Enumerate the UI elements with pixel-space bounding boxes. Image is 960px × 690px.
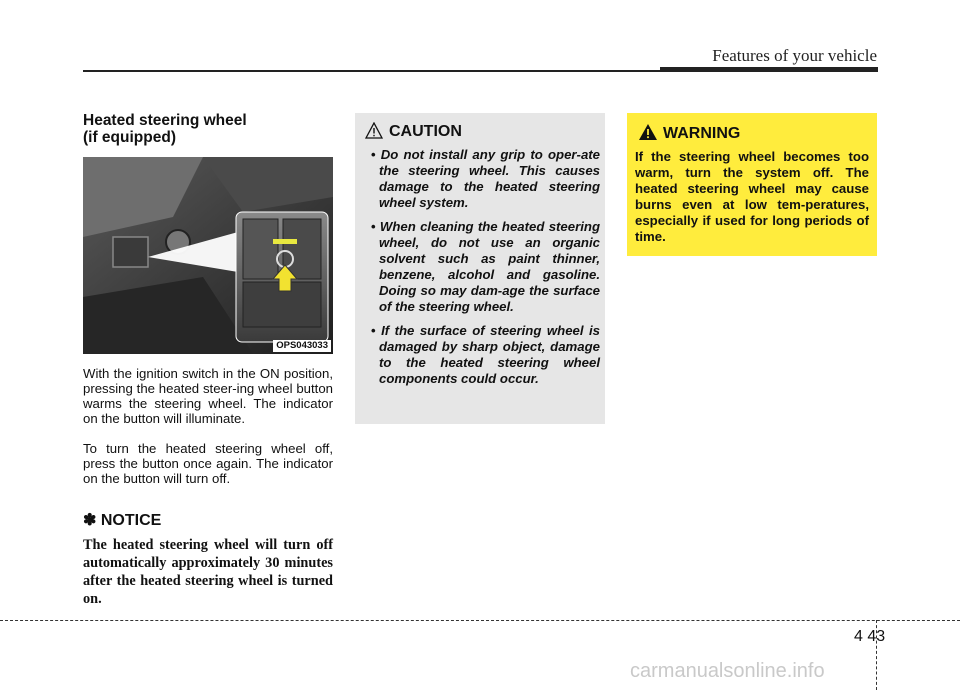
caution-list — [365, 147, 600, 395]
footer-divider — [0, 620, 960, 621]
header-title: Features of your vehicle — [712, 46, 877, 65]
caution-box — [355, 113, 605, 424]
caution-title: CAUTION — [389, 123, 462, 140]
paragraph-2: To turn the heated steering wheel off, press the button once again. The indicator on the button will turn off. — [83, 441, 333, 486]
watermark: carmanualsonline.info — [630, 660, 825, 682]
section-title: Heated steering wheel (if equipped) — [83, 112, 247, 146]
header-rule-accent — [660, 67, 878, 72]
warning-triangle-icon — [638, 123, 658, 141]
warning-box — [627, 113, 877, 256]
caution-item: • If the surface of steering wheel is damaged by sharp object, damage to the heated steering wheel components could occur. — [365, 323, 600, 387]
notice-title: ✽ NOTICE — [83, 512, 162, 529]
photo-caption: OPS043033 — [273, 340, 331, 352]
warning-text: If the steering wheel becomes too warm, turn the system off. The heated steering wheel may cause burns even at low tem-peratures, especially if used for long periods of time. — [635, 149, 869, 244]
steering-button-photo — [83, 157, 333, 354]
section-heading — [83, 112, 333, 146]
caution-item: • Do not install any grip to oper-ate the steering wheel. This causes damage to the heated steering wheel system. — [365, 147, 600, 211]
caution-item: • When cleaning the heated steering wheel, do not use an organic solvent such as paint thinner, benzene, alcohol and gasoline. Doing so may dam-age the surface of the steering wheel. — [365, 219, 600, 315]
warning-title: WARNING — [663, 125, 741, 142]
paragraph-1: With the ignition switch in the ON position, pressing the heated steer-ing wheel button warms the steering wheel. The indicator on the button will illuminate. — [83, 366, 333, 426]
page-number: 4 43 — [854, 628, 886, 645]
notice-text: The heated steering wheel will turn off automatically approximately 30 minutes after the heated steering wheel is turned on. — [83, 537, 333, 607]
dashboard-illustration — [83, 157, 333, 354]
caution-triangle-icon — [365, 122, 383, 139]
